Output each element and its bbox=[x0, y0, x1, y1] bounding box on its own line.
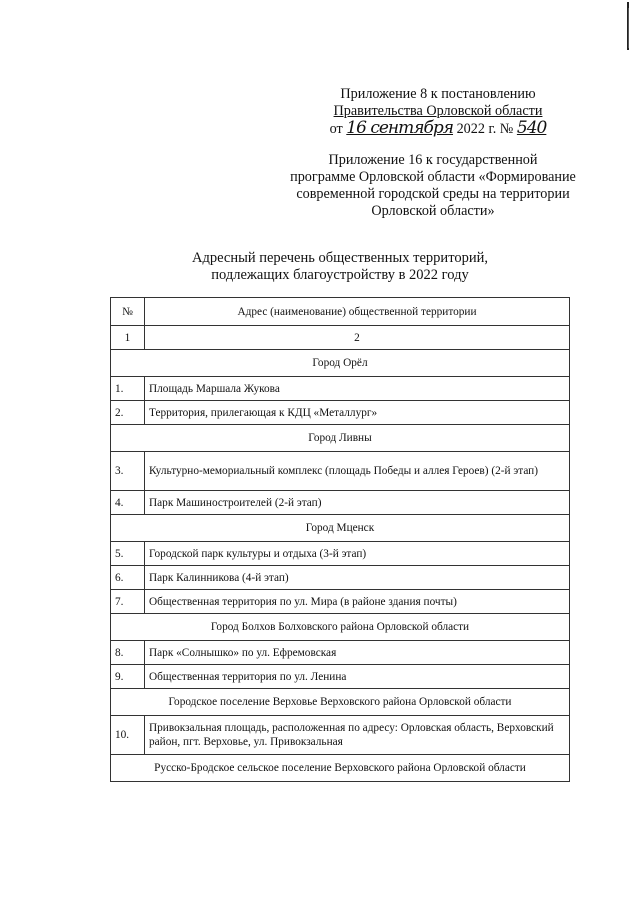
table-row bbox=[111, 542, 570, 566]
appendix-16-line3: современной городской среды на территории bbox=[296, 186, 570, 202]
row-address: Городской парк культуры и отдыха (3-й этап) bbox=[145, 542, 570, 566]
appendix-16-header bbox=[283, 152, 583, 220]
appendix-8-header bbox=[318, 86, 558, 138]
appendix-8-line2: Правительства Орловской области bbox=[333, 103, 543, 119]
table-row bbox=[111, 401, 570, 425]
document-title bbox=[150, 250, 530, 284]
table-row bbox=[111, 641, 570, 665]
row-address: Территория, прилегающая к КДЦ «Металлург» bbox=[145, 401, 570, 425]
row-number: 5. bbox=[111, 542, 145, 566]
section-heading: Русско-Бродское сельское поселение Верховского района Орловской области bbox=[111, 755, 570, 782]
section-heading-row bbox=[111, 515, 570, 542]
territory-table bbox=[110, 297, 570, 782]
table-row bbox=[111, 716, 570, 755]
table-row bbox=[111, 665, 570, 689]
index-col-1: 1 bbox=[111, 326, 145, 350]
appendix-16-line4: Орловской области» bbox=[371, 203, 495, 219]
appendix-8-line1: Приложение 8 к постановлению bbox=[340, 86, 536, 102]
table-row bbox=[111, 566, 570, 590]
row-number: 10. bbox=[111, 716, 145, 755]
table-row bbox=[111, 452, 570, 491]
section-heading-row bbox=[111, 689, 570, 716]
title-line1: Адресный перечень общественных территорий, bbox=[192, 250, 488, 266]
date-prefix: от bbox=[329, 121, 343, 137]
row-address: Парк Машиностроителей (2-й этап) bbox=[145, 491, 570, 515]
table-index-row bbox=[111, 326, 570, 350]
section-heading: Город Болхов Болховского района Орловской области bbox=[111, 614, 570, 641]
row-address: Парк «Солнышко» по ул. Ефремовская bbox=[145, 641, 570, 665]
appendix-8-date-line bbox=[330, 120, 547, 138]
scan-edge-mark-secondary bbox=[628, 8, 629, 48]
section-heading: Городское поселение Верховье Верховского района Орловской области bbox=[111, 689, 570, 716]
row-address: Общественная территория по ул. Мира (в районе здания почты) bbox=[145, 590, 570, 614]
handwritten-date: 16 сентября bbox=[346, 118, 454, 138]
index-col-2: 2 bbox=[145, 326, 570, 350]
appendix-16-line2: программе Орловской области «Формирование bbox=[290, 169, 576, 185]
handwritten-number: 540 bbox=[516, 118, 547, 138]
table-row bbox=[111, 377, 570, 401]
row-address: Парк Калинникова (4-й этап) bbox=[145, 566, 570, 590]
title-line2: подлежащих благоустройству в 2022 году bbox=[211, 267, 469, 283]
header-number: № bbox=[111, 298, 145, 326]
appendix-16-line1: Приложение 16 к государственной bbox=[328, 152, 538, 168]
section-heading-row bbox=[111, 755, 570, 782]
section-heading-row bbox=[111, 350, 570, 377]
section-heading-row bbox=[111, 425, 570, 452]
table-row bbox=[111, 491, 570, 515]
row-number: 7. bbox=[111, 590, 145, 614]
row-address: Привокзальная площадь, расположенная по адресу: Орловская область, Верховский район, пгт. Верховье, ул. Привокзальная bbox=[145, 716, 570, 755]
row-address: Общественная территория по ул. Ленина bbox=[145, 665, 570, 689]
row-number: 8. bbox=[111, 641, 145, 665]
section-heading: Город Ливны bbox=[111, 425, 570, 452]
row-number: 2. bbox=[111, 401, 145, 425]
row-number: 4. bbox=[111, 491, 145, 515]
section-heading-row bbox=[111, 614, 570, 641]
row-address: Площадь Маршала Жукова bbox=[145, 377, 570, 401]
row-number: 3. bbox=[111, 452, 145, 491]
row-number: 6. bbox=[111, 566, 145, 590]
table-header-row bbox=[111, 298, 570, 326]
row-number: 1. bbox=[111, 377, 145, 401]
header-address: Адрес (наименование) общественной территории bbox=[145, 298, 570, 326]
row-number: 9. bbox=[111, 665, 145, 689]
table-row bbox=[111, 590, 570, 614]
section-heading: Город Мценск bbox=[111, 515, 570, 542]
section-heading: Город Орёл bbox=[111, 350, 570, 377]
date-year-number-label: 2022 г. № bbox=[456, 121, 514, 137]
row-address: Культурно-мемориальный комплекс (площадь Победы и аллея Героев) (2-й этап) bbox=[145, 452, 570, 491]
